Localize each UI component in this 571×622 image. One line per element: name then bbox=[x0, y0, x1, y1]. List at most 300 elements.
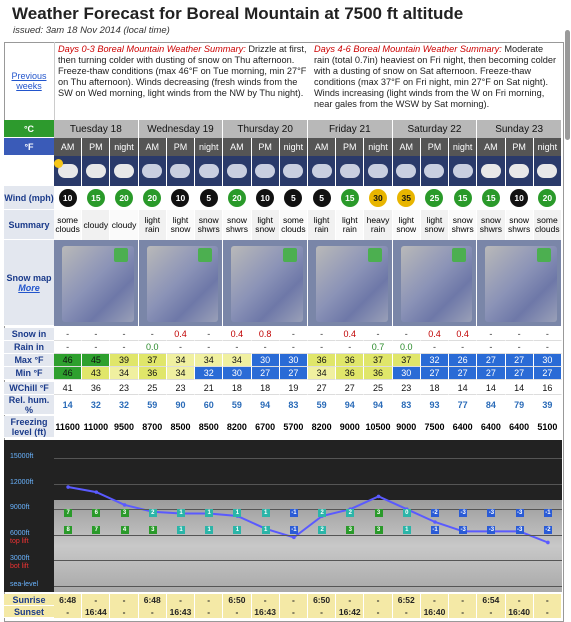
period-7: PM bbox=[252, 138, 280, 156]
bot-lift-label: bot lift bbox=[10, 563, 29, 571]
rain-row-cell-4: - bbox=[167, 341, 195, 354]
wchill-row bbox=[4, 382, 562, 395]
rain-row-cell-5: - bbox=[195, 341, 223, 354]
relhum-cell-11: 94 bbox=[364, 395, 392, 415]
freezing-cell-16: 6400 bbox=[506, 416, 534, 438]
wind-arrow-icon: 5 bbox=[200, 189, 218, 207]
rain-area-marker bbox=[368, 248, 382, 262]
relhum-cell-8: 83 bbox=[280, 395, 308, 415]
bot-lift-temp-15: -3 bbox=[488, 526, 495, 533]
summary-section bbox=[4, 42, 562, 120]
relhum-cell-3: 59 bbox=[139, 395, 167, 415]
wind-cell-16 bbox=[506, 186, 534, 210]
sunset-label: Sunset bbox=[4, 606, 54, 618]
freezing-cell-9: 8200 bbox=[308, 416, 336, 438]
wchill-row-cell-16: 14 bbox=[506, 382, 534, 395]
cloud-icon bbox=[537, 164, 557, 178]
weather-icon-row bbox=[4, 156, 562, 186]
period-12: AM bbox=[393, 138, 421, 156]
min-row-cell-16: 27 bbox=[506, 367, 534, 380]
freezing-cell-12: 9000 bbox=[393, 416, 421, 438]
y-tick-label-3: 6000ft bbox=[10, 529, 30, 537]
cloud-icon bbox=[86, 164, 106, 178]
period-10: PM bbox=[336, 138, 364, 156]
sun-icon bbox=[54, 159, 63, 168]
max-row-cell-12: 37 bbox=[393, 354, 421, 367]
wchill-row-cell-4: 23 bbox=[167, 382, 195, 395]
sunset-cell-15: - bbox=[477, 606, 505, 618]
summary-days-4-6 bbox=[314, 44, 560, 118]
wchill-row-cell-6: 18 bbox=[223, 382, 251, 395]
top-lift-temp-4: 1 bbox=[177, 509, 185, 517]
relhum-cell-16: 79 bbox=[506, 395, 534, 415]
max-row-cell-13: 32 bbox=[421, 354, 449, 367]
celsius-toggle[interactable]: °C bbox=[4, 120, 54, 138]
cloud-icon bbox=[283, 164, 303, 178]
min-row-cell-10: 36 bbox=[336, 367, 364, 380]
sunset-cell-2: - bbox=[110, 606, 138, 618]
sunset-cell-1: 16:44 bbox=[82, 606, 110, 618]
summary-cell-10: light rain bbox=[336, 210, 364, 240]
freezing-cell-6: 8200 bbox=[223, 416, 251, 438]
summary-cell-0: some clouds bbox=[54, 210, 82, 240]
relhum-cell-5: 60 bbox=[195, 395, 223, 415]
wind-label: Wind (mph) bbox=[4, 186, 54, 210]
sunrise-cell-10: - bbox=[336, 594, 364, 606]
rain-row-cell-7: - bbox=[252, 341, 280, 354]
max-row-cell-14: 26 bbox=[449, 354, 477, 367]
bot-lift-temp-11: 3 bbox=[375, 526, 383, 534]
min-row-cell-8: 27 bbox=[280, 367, 308, 380]
snow-row-cell-9: - bbox=[308, 328, 336, 341]
snow-row-cell-0: - bbox=[54, 328, 82, 341]
period-13: PM bbox=[421, 138, 449, 156]
min-row bbox=[4, 367, 562, 380]
summary-cell-3: light rain bbox=[139, 210, 167, 240]
snow-cloud-icon bbox=[424, 164, 444, 178]
summary-right-heading: Days 4-6 Boreal Mountain Weather Summary: bbox=[314, 44, 502, 54]
bot-lift-temp-6: 1 bbox=[233, 526, 241, 534]
period-6: AM bbox=[223, 138, 251, 156]
relhum-label: Rel. hum. % bbox=[4, 395, 54, 415]
freezing-level-point bbox=[433, 520, 437, 524]
freezing-level-svg bbox=[4, 440, 562, 592]
bot-lift-temp-9: 2 bbox=[318, 526, 326, 534]
sunset-cell-7: 16:43 bbox=[252, 606, 280, 618]
sunrise-cell-14: - bbox=[449, 594, 477, 606]
top-lift-temp-13: -2 bbox=[432, 510, 438, 517]
freezing-cell-17: 5100 bbox=[534, 416, 562, 438]
max-row-cell-15: 27 bbox=[477, 354, 505, 367]
snow-cloud-icon bbox=[170, 164, 190, 178]
period-0: AM bbox=[54, 138, 82, 156]
snow-row-cell-6: 0.4 bbox=[223, 328, 251, 341]
max-row-cell-4: 34 bbox=[167, 354, 195, 367]
summary-right-text: Moderate rain (total 0.7in) heaviest on Fri night, then becoming colder with a dusting of snow on Sat afternoon. Freeze-thaw conditions (max 37°F on Fri night, min 27°F on Sat night). Winds increasing (light winds from the W on Fri morning, near gales from the WSW by Sat morning). bbox=[314, 44, 557, 109]
freezing-cell-10: 9000 bbox=[336, 416, 364, 438]
summary-cell-7: light snow bbox=[252, 210, 280, 240]
top-lift-temp-17: -1 bbox=[545, 510, 551, 517]
rain-row-cell-12: 0.0 bbox=[393, 341, 421, 354]
relhum-cell-17: 39 bbox=[534, 395, 562, 415]
period-row bbox=[4, 138, 562, 156]
snow-row-cell-17: - bbox=[534, 328, 562, 341]
summary-cell-16: snow shwrs bbox=[506, 210, 534, 240]
min-row-cell-1: 43 bbox=[82, 367, 110, 380]
top-lift-temp-11: 3 bbox=[375, 509, 383, 517]
wind-cell-15 bbox=[477, 186, 505, 210]
sunrise-cell-2: - bbox=[110, 594, 138, 606]
wind-cell-14 bbox=[449, 186, 477, 210]
rain-row-cell-13: - bbox=[421, 341, 449, 354]
sunset-cell-5: - bbox=[195, 606, 223, 618]
sunrise-cell-0: 6:48 bbox=[54, 594, 82, 606]
min-row-cell-0: 46 bbox=[54, 367, 82, 380]
rain-row-cell-16: - bbox=[506, 341, 534, 354]
wchill-row-cell-15: 14 bbox=[477, 382, 505, 395]
wind-cell-0 bbox=[54, 186, 82, 210]
snow-row bbox=[4, 328, 562, 341]
rain-row-cell-2: - bbox=[110, 341, 138, 354]
day-2: Thursday 20 bbox=[223, 120, 308, 138]
summary-left-text: Drizzle at first, then turning colder with dusting of snow on Thu afternoon. Freeze-thaw conditions (max 46°F on Tue morning, min 27°F on Thu afternoon). Winds decreasing (fresh winds from the SW on Wed morning, light winds from the NW by Thu night). bbox=[58, 44, 307, 98]
sunrise-cell-11: - bbox=[364, 594, 392, 606]
gridline-5 bbox=[54, 586, 562, 587]
wind-cell-17 bbox=[534, 186, 562, 210]
bot-lift-temp-17: -2 bbox=[545, 526, 551, 533]
wind-cell-3 bbox=[139, 186, 167, 210]
relhum-cell-7: 94 bbox=[252, 395, 280, 415]
snow-cloud-icon bbox=[396, 164, 416, 178]
wind-arrow-icon: 15 bbox=[87, 189, 105, 207]
sunrise-cell-7: - bbox=[252, 594, 280, 606]
weather-icon-9 bbox=[308, 156, 336, 186]
wind-arrow-icon: 20 bbox=[115, 189, 133, 207]
period-1: PM bbox=[82, 138, 110, 156]
gridline-3 bbox=[54, 535, 562, 536]
snow-cloud-icon bbox=[453, 164, 473, 178]
freezing-row bbox=[4, 416, 562, 438]
wchill-row-label: WChill °F bbox=[4, 382, 54, 395]
snow-cloud-icon bbox=[509, 164, 529, 178]
wchill-row-cell-17: 16 bbox=[534, 382, 562, 395]
freezing-level-point bbox=[292, 536, 296, 540]
bot-lift-temp-4: 1 bbox=[177, 526, 185, 534]
wind-arrow-icon: 30 bbox=[369, 189, 387, 207]
relhum-cell-14: 77 bbox=[449, 395, 477, 415]
bot-lift-temp-0: 8 bbox=[64, 526, 72, 534]
bot-lift-temp-3: 3 bbox=[149, 526, 157, 534]
max-row-cell-5: 34 bbox=[195, 354, 223, 367]
sunrise-cell-4: - bbox=[167, 594, 195, 606]
snow-map-more-link[interactable]: More bbox=[18, 282, 40, 293]
wind-arrow-icon: 5 bbox=[284, 189, 302, 207]
wchill-row-cell-10: 27 bbox=[336, 382, 364, 395]
sunset-cell-6: - bbox=[223, 606, 251, 618]
snow-cloud-icon bbox=[481, 164, 501, 178]
weather-icon-2 bbox=[110, 156, 138, 186]
relhum-cell-0: 14 bbox=[54, 395, 82, 415]
day-5: Sunday 23 bbox=[477, 120, 562, 138]
summary-cell-11: heavy rain bbox=[364, 210, 392, 240]
bot-lift-temp-5: 1 bbox=[205, 526, 213, 534]
wind-arrow-icon: 15 bbox=[454, 189, 472, 207]
relhum-row bbox=[4, 395, 562, 415]
wind-arrow-icon: 10 bbox=[171, 189, 189, 207]
weather-icon-5 bbox=[195, 156, 223, 186]
snow-map-label bbox=[4, 240, 54, 326]
rain-row-cell-15: - bbox=[477, 341, 505, 354]
top-lift-temp-5: 1 bbox=[205, 509, 213, 517]
y-tick-label-5: sea-level bbox=[10, 581, 39, 588]
wchill-row-cell-14: 14 bbox=[449, 382, 477, 395]
wind-cell-6 bbox=[223, 186, 251, 210]
summary-cell-1: cloudy bbox=[82, 210, 110, 240]
wind-cell-9 bbox=[308, 186, 336, 210]
day-1: Wednesday 19 bbox=[139, 120, 224, 138]
weather-icon-6 bbox=[223, 156, 251, 186]
wind-arrow-icon: 25 bbox=[425, 189, 443, 207]
rain-row-cell-3: 0.0 bbox=[139, 341, 167, 354]
sunrise-cell-3: 6:48 bbox=[139, 594, 167, 606]
sunset-cell-0: - bbox=[54, 606, 82, 618]
rain-row-cell-9: - bbox=[308, 341, 336, 354]
wind-arrow-icon: 35 bbox=[397, 189, 415, 207]
max-row-cell-0: 46 bbox=[54, 354, 82, 367]
relhum-cell-15: 84 bbox=[477, 395, 505, 415]
top-lift-temp-14: -3 bbox=[460, 510, 466, 517]
relhum-cell-13: 93 bbox=[421, 395, 449, 415]
gridline-0 bbox=[54, 458, 562, 459]
sunrise-cell-8: - bbox=[280, 594, 308, 606]
top-lift-temp-3: 2 bbox=[149, 509, 157, 517]
fahrenheit-toggle[interactable]: °F bbox=[4, 138, 54, 156]
top-lift-temp-1: 6 bbox=[92, 509, 100, 517]
snow-row-cell-5: - bbox=[195, 328, 223, 341]
rain-row bbox=[4, 341, 562, 354]
rain-cloud-icon bbox=[368, 164, 388, 178]
summary-cell-12: light snow bbox=[393, 210, 421, 240]
min-row-cell-5: 32 bbox=[195, 367, 223, 380]
summary-cell-15: snow shwrs bbox=[477, 210, 505, 240]
y-tick-label-0: 15000ft bbox=[10, 453, 34, 460]
bot-lift-temp-1: 7 bbox=[92, 526, 100, 534]
wind-arrow-icon: 10 bbox=[256, 189, 274, 207]
rain-row-cell-8: - bbox=[280, 341, 308, 354]
wind-cell-1 bbox=[82, 186, 110, 210]
snow-map-0[interactable] bbox=[54, 240, 139, 326]
top-lift-temp-0: 7 bbox=[64, 509, 72, 517]
page-title: Weather Forecast for Boreal Mountain at 7500 ft altitude bbox=[12, 4, 464, 23]
sunset-cell-10: 16:42 bbox=[336, 606, 364, 618]
period-8: night bbox=[280, 138, 308, 156]
rain-row-cell-14: - bbox=[449, 341, 477, 354]
snow-row-cell-10: 0.4 bbox=[336, 328, 364, 341]
period-3: AM bbox=[139, 138, 167, 156]
weather-icon-7 bbox=[252, 156, 280, 186]
wind-cell-10 bbox=[336, 186, 364, 210]
rain-cloud-icon bbox=[340, 164, 360, 178]
snow-row-label: Snow in bbox=[4, 328, 54, 341]
y-tick-label-1: 12000ft bbox=[10, 478, 34, 486]
freezing-cell-14: 6400 bbox=[449, 416, 477, 438]
min-row-cell-17: 27 bbox=[534, 367, 562, 380]
sunset-cell-9: - bbox=[308, 606, 336, 618]
snow-map-row bbox=[4, 240, 562, 326]
freezing-cell-4: 8500 bbox=[167, 416, 195, 438]
snow-map-3[interactable] bbox=[308, 240, 393, 326]
sunset-cell-13: 16:40 bbox=[421, 606, 449, 618]
weather-icon-11 bbox=[364, 156, 392, 186]
top-lift-temp-9: 2 bbox=[318, 509, 326, 517]
weather-icon-15 bbox=[477, 156, 505, 186]
sunrise-cell-16: - bbox=[506, 594, 534, 606]
summary-cell-4: light snow bbox=[167, 210, 195, 240]
max-row bbox=[4, 354, 562, 367]
freezing-level-point bbox=[123, 503, 127, 507]
summary-cell-14: snow shwrs bbox=[449, 210, 477, 240]
sunrise-cell-6: 6:50 bbox=[223, 594, 251, 606]
summary-cell-6: snow shwrs bbox=[223, 210, 251, 240]
wind-arrow-icon: 10 bbox=[510, 189, 528, 207]
weather-icon-8 bbox=[280, 156, 308, 186]
sunrise-row bbox=[4, 594, 562, 606]
snow-map-4[interactable] bbox=[393, 240, 478, 326]
rain-cloud-icon bbox=[312, 164, 332, 178]
top-lift-temp-6: 1 bbox=[233, 509, 241, 517]
max-row-cell-7: 30 bbox=[252, 354, 280, 367]
top-lift-temp-2: 3 bbox=[121, 509, 129, 517]
summary-cell-2: cloudy bbox=[110, 210, 138, 240]
max-row-cell-2: 39 bbox=[110, 354, 138, 367]
gridline-1 bbox=[54, 484, 562, 485]
bot-lift-temp-12: 1 bbox=[403, 526, 411, 534]
freezing-cell-2: 9500 bbox=[110, 416, 138, 438]
min-row-cell-4: 34 bbox=[167, 367, 195, 380]
summary-label: Summary bbox=[4, 210, 54, 240]
top-lift-temp-15: -3 bbox=[488, 510, 495, 517]
snow-row-cell-16: - bbox=[506, 328, 534, 341]
freezing-cell-8: 5700 bbox=[280, 416, 308, 438]
min-row-label: Min °F bbox=[4, 367, 54, 380]
sunrise-cell-1: - bbox=[82, 594, 110, 606]
max-row-cell-10: 36 bbox=[336, 354, 364, 367]
y-tick-label-4: 3000ft bbox=[10, 555, 30, 563]
freezing-level-point bbox=[95, 490, 99, 494]
wind-arrow-icon: 5 bbox=[313, 189, 331, 207]
weather-icon-0 bbox=[54, 156, 82, 186]
wchill-row-cell-12: 23 bbox=[393, 382, 421, 395]
snow-map-1[interactable] bbox=[139, 240, 224, 326]
weather-icon-4 bbox=[167, 156, 195, 186]
rain-area-marker bbox=[198, 248, 212, 262]
sunset-cell-12: - bbox=[393, 606, 421, 618]
sunset-cell-3: - bbox=[139, 606, 167, 618]
wind-cell-5 bbox=[195, 186, 223, 210]
sunrise-cell-17: - bbox=[534, 594, 562, 606]
sunset-cell-8: - bbox=[280, 606, 308, 618]
min-row-cell-6: 30 bbox=[223, 367, 251, 380]
rain-area-marker bbox=[114, 248, 128, 262]
sunrise-cell-12: 6:52 bbox=[393, 594, 421, 606]
summary-left-heading: Days 0-3 Boreal Mountain Weather Summary: bbox=[58, 44, 246, 54]
snow-row-cell-3: - bbox=[139, 328, 167, 341]
snow-map-5[interactable] bbox=[477, 240, 562, 326]
weather-icon-3 bbox=[139, 156, 167, 186]
wchill-row-cell-3: 25 bbox=[139, 382, 167, 395]
period-11: night bbox=[364, 138, 392, 156]
wind-arrow-icon: 15 bbox=[482, 189, 500, 207]
relhum-cell-9: 59 bbox=[308, 395, 336, 415]
wind-cell-8 bbox=[280, 186, 308, 210]
summary-cell-9: light rain bbox=[308, 210, 336, 240]
gridline-2 bbox=[54, 509, 562, 510]
freezing-cell-5: 8500 bbox=[195, 416, 223, 438]
freezing-cell-0: 11600 bbox=[54, 416, 82, 438]
wind-cell-11 bbox=[364, 186, 392, 210]
wind-arrow-icon: 20 bbox=[538, 189, 556, 207]
wind-arrow-icon: 20 bbox=[228, 189, 246, 207]
snow-row-cell-12: - bbox=[393, 328, 421, 341]
snow-map-2[interactable] bbox=[223, 240, 308, 326]
scrollbar[interactable] bbox=[565, 30, 570, 140]
period-16: PM bbox=[506, 138, 534, 156]
sunrise-cell-5: - bbox=[195, 594, 223, 606]
top-lift-temp-8: -1 bbox=[291, 510, 297, 517]
sunset-cell-14: - bbox=[449, 606, 477, 618]
bot-lift-temp-16: -3 bbox=[516, 526, 523, 533]
min-row-cell-13: 27 bbox=[421, 367, 449, 380]
snow-row-cell-7: 0.8 bbox=[252, 328, 280, 341]
period-5: night bbox=[195, 138, 223, 156]
min-row-cell-9: 34 bbox=[308, 367, 336, 380]
snow-row-cell-8: - bbox=[280, 328, 308, 341]
top-lift-temp-7: 1 bbox=[262, 509, 270, 517]
rain-area-marker bbox=[537, 248, 551, 262]
bot-lift-temp-14: -3 bbox=[460, 526, 466, 533]
max-row-label: Max °F bbox=[4, 354, 54, 367]
summary-text-row bbox=[4, 210, 562, 240]
snow-row-cell-4: 0.4 bbox=[167, 328, 195, 341]
period-4: PM bbox=[167, 138, 195, 156]
min-row-cell-15: 27 bbox=[477, 367, 505, 380]
snow-row-cell-14: 0.4 bbox=[449, 328, 477, 341]
wchill-row-cell-9: 27 bbox=[308, 382, 336, 395]
min-row-cell-3: 36 bbox=[139, 367, 167, 380]
bot-lift-temp-2: 4 bbox=[121, 526, 129, 534]
icon-row-label bbox=[4, 156, 54, 186]
rain-row-label: Rain in bbox=[4, 341, 54, 354]
summary-cell-8: some clouds bbox=[280, 210, 308, 240]
relhum-cell-12: 83 bbox=[393, 395, 421, 415]
snow-cloud-icon bbox=[255, 164, 275, 178]
rain-row-cell-1: - bbox=[82, 341, 110, 354]
snow-row-cell-15: - bbox=[477, 328, 505, 341]
weather-icon-13 bbox=[421, 156, 449, 186]
max-row-cell-11: 37 bbox=[364, 354, 392, 367]
summary-days-0-3 bbox=[58, 44, 310, 118]
max-row-cell-1: 45 bbox=[82, 354, 110, 367]
relhum-cell-10: 94 bbox=[336, 395, 364, 415]
day-3: Friday 21 bbox=[308, 120, 393, 138]
previous-weeks-link[interactable]: Previous weeks bbox=[4, 42, 55, 120]
day-header-row bbox=[4, 120, 562, 138]
freezing-level-point bbox=[377, 495, 381, 499]
rain-area-marker bbox=[283, 248, 297, 262]
summary-cell-13: light snow bbox=[421, 210, 449, 240]
period-15: AM bbox=[477, 138, 505, 156]
sunset-cell-17: - bbox=[534, 606, 562, 618]
